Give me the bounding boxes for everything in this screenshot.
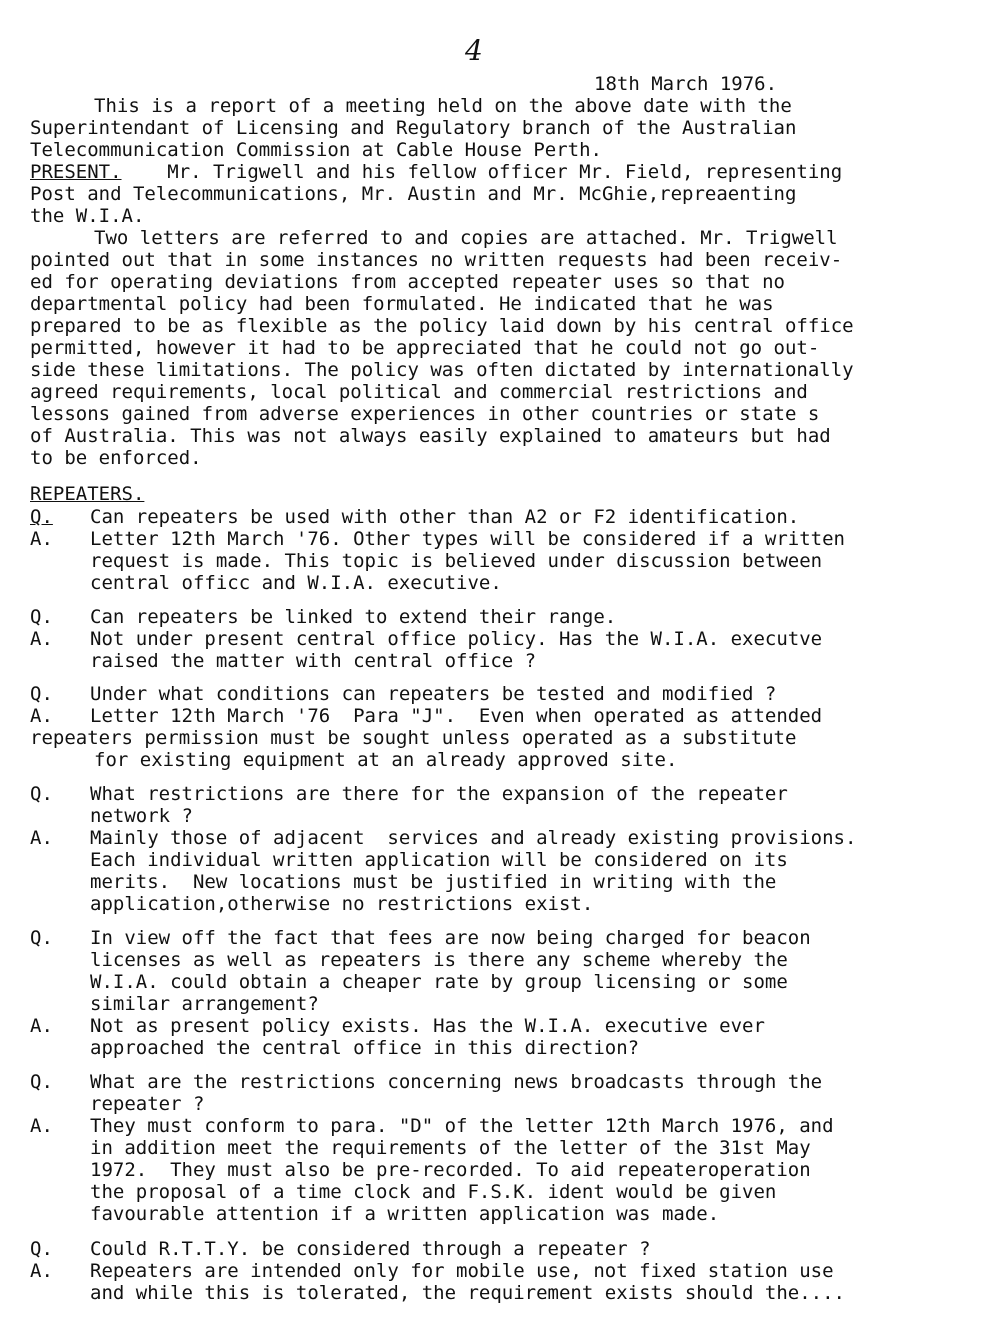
- intro-line: Superintendant of Licensing and Regulatory branch of the Australian: [30, 117, 797, 139]
- answer-text: Not as present policy exists. Has the W.I.A. executive ever: [90, 1015, 765, 1037]
- para2-line: Two letters are referred to and copies are attached. Mr. Trigwell: [94, 227, 838, 249]
- intro-line: This is a report of a meeting held on the above date with the: [94, 95, 792, 117]
- report-date: 18th March 1976.: [594, 73, 778, 95]
- answer-text: Not under present central office policy. Has the W.I.A. executve: [90, 628, 823, 650]
- para2-line: pointed out that in some instances no written requests had been receiv-: [30, 249, 843, 271]
- present-label: PRESENT.: [30, 161, 122, 183]
- present-line: the W.I.A.: [30, 205, 145, 227]
- para2-line: departmental policy had been formulated. He indicated that he was: [30, 293, 774, 315]
- answer-text: raised the matter with central office ?: [90, 650, 537, 672]
- qa-item: [30, 683, 980, 771]
- answer-text: and while this is tolerated, the requirement exists should the....: [90, 1282, 845, 1304]
- question-text: In view off the fact that fees are now being charged for beacon: [90, 927, 811, 949]
- answer-label: A.: [30, 528, 53, 550]
- question-text: W.I.A. could obtain a cheaper rate by group licensing or some: [90, 971, 788, 993]
- question-text: licenses as well as repeaters is there any scheme whereby the: [90, 949, 788, 971]
- present-line: [30, 161, 980, 183]
- answer-label: A.: [30, 628, 53, 650]
- question-text: network ?: [90, 805, 193, 827]
- answer-text: repeaters permission must be sought unless operated as a substitute: [30, 727, 797, 749]
- answer-text: They must conform to para. "D" of the letter 12th March 1976, and: [90, 1115, 834, 1137]
- answer-label: A.: [30, 705, 53, 727]
- intro-line: Telecommunication Commission at Cable House Perth.: [30, 139, 602, 161]
- question-label: Q.: [30, 1238, 53, 1260]
- answer-text: Repeaters are intended only for mobile use, not fixed station use: [90, 1260, 834, 1282]
- question-text: similar arrangement?: [90, 993, 319, 1015]
- question-text: Could R.T.T.Y. be considered through a repeater ?: [90, 1238, 651, 1260]
- answer-text: merits. New locations must be justified in writing with the: [90, 871, 777, 893]
- answer-text: application,otherwise no restrictions exist.: [90, 893, 594, 915]
- question-text: Can repeaters be used with other than A2 or F2 identification.: [90, 506, 800, 528]
- para2-line: agreed requirements, local political and commercial restrictions and: [30, 381, 808, 403]
- para2-line: ed for operating deviations from accepted repeater uses so that no: [30, 271, 785, 293]
- present-text: Mr. Trigwell and his fellow officer Mr. Field, representing: [167, 161, 843, 183]
- answer-text: 1972. They must also be pre-recorded. To aid repeateroperation: [90, 1159, 811, 1181]
- question-text: repeater ?: [90, 1093, 205, 1115]
- answer-label: A.: [30, 1015, 53, 1037]
- question-label: Q.: [30, 783, 53, 805]
- question-label: Q.: [30, 506, 53, 528]
- answer-label: A.: [30, 827, 53, 849]
- qa-item: [30, 1071, 980, 1225]
- para2-line: lessons gained from adverse experiences in other countries or state s: [30, 403, 820, 425]
- repeaters-heading: REPEATERS.: [30, 483, 145, 505]
- question-label: Q.: [30, 606, 53, 628]
- answer-label: A.: [30, 1115, 53, 1137]
- answer-text: Mainly those of adjacent services and already existing provisions.: [90, 827, 857, 849]
- answer-label: A.: [30, 1260, 53, 1282]
- para2-line: to be enforced.: [30, 447, 202, 469]
- question-text: What restrictions are there for the expansion of the repeater: [90, 783, 788, 805]
- present-line: Post and Telecommunications, Mr. Austin and Mr. McGhie,repreaenting: [30, 183, 797, 205]
- question-label: Q.: [30, 683, 53, 705]
- answer-text: central officc and W.I.A. executive.: [90, 572, 502, 594]
- para2-line: side these limitations. The policy was often dictated by internationally: [30, 359, 854, 381]
- answer-text: the proposal of a time clock and F.S.K. ident would be given: [90, 1181, 777, 1203]
- answer-text: for existing equipment at an already approved site.: [94, 749, 678, 771]
- answer-text: Each individual written application will be considered on its: [90, 849, 788, 871]
- question-text: Under what conditions can repeaters be tested and modified ?: [90, 683, 777, 705]
- para2-line: permitted, however it had to be appreciated that he could not go out-: [30, 337, 820, 359]
- answer-text: approached the central office in this direction?: [90, 1037, 640, 1059]
- question-label: Q.: [30, 1071, 53, 1093]
- qa-item: [30, 783, 980, 915]
- answer-text: request is made. This topic is believed under discussion between: [90, 550, 823, 572]
- question-text: What are the restrictions concerning news broadcasts through the: [90, 1071, 823, 1093]
- answer-text: favourable attention if a written application was made.: [90, 1203, 720, 1225]
- qa-item: [30, 606, 980, 672]
- question-text: Can repeaters be linked to extend their range.: [90, 606, 617, 628]
- qa-item: [30, 1238, 980, 1304]
- page-number: 4: [465, 34, 483, 67]
- qa-item: [30, 927, 980, 1059]
- para2-line: prepared to be as flexible as the policy laid down by his central office: [30, 315, 854, 337]
- para2-line: of Australia. This was not always easily explained to amateurs but had: [30, 425, 831, 447]
- answer-text: Letter 12th March '76. Other types will be considered if a written: [90, 528, 845, 550]
- answer-text: Letter 12th March '76 Para "J". Even when operated as attended: [90, 705, 823, 727]
- answer-text: in addition meet the requirements of the letter of the 31st May: [90, 1137, 811, 1159]
- question-label: Q.: [30, 927, 53, 949]
- qa-item: [30, 506, 980, 594]
- intro-section: [30, 95, 980, 469]
